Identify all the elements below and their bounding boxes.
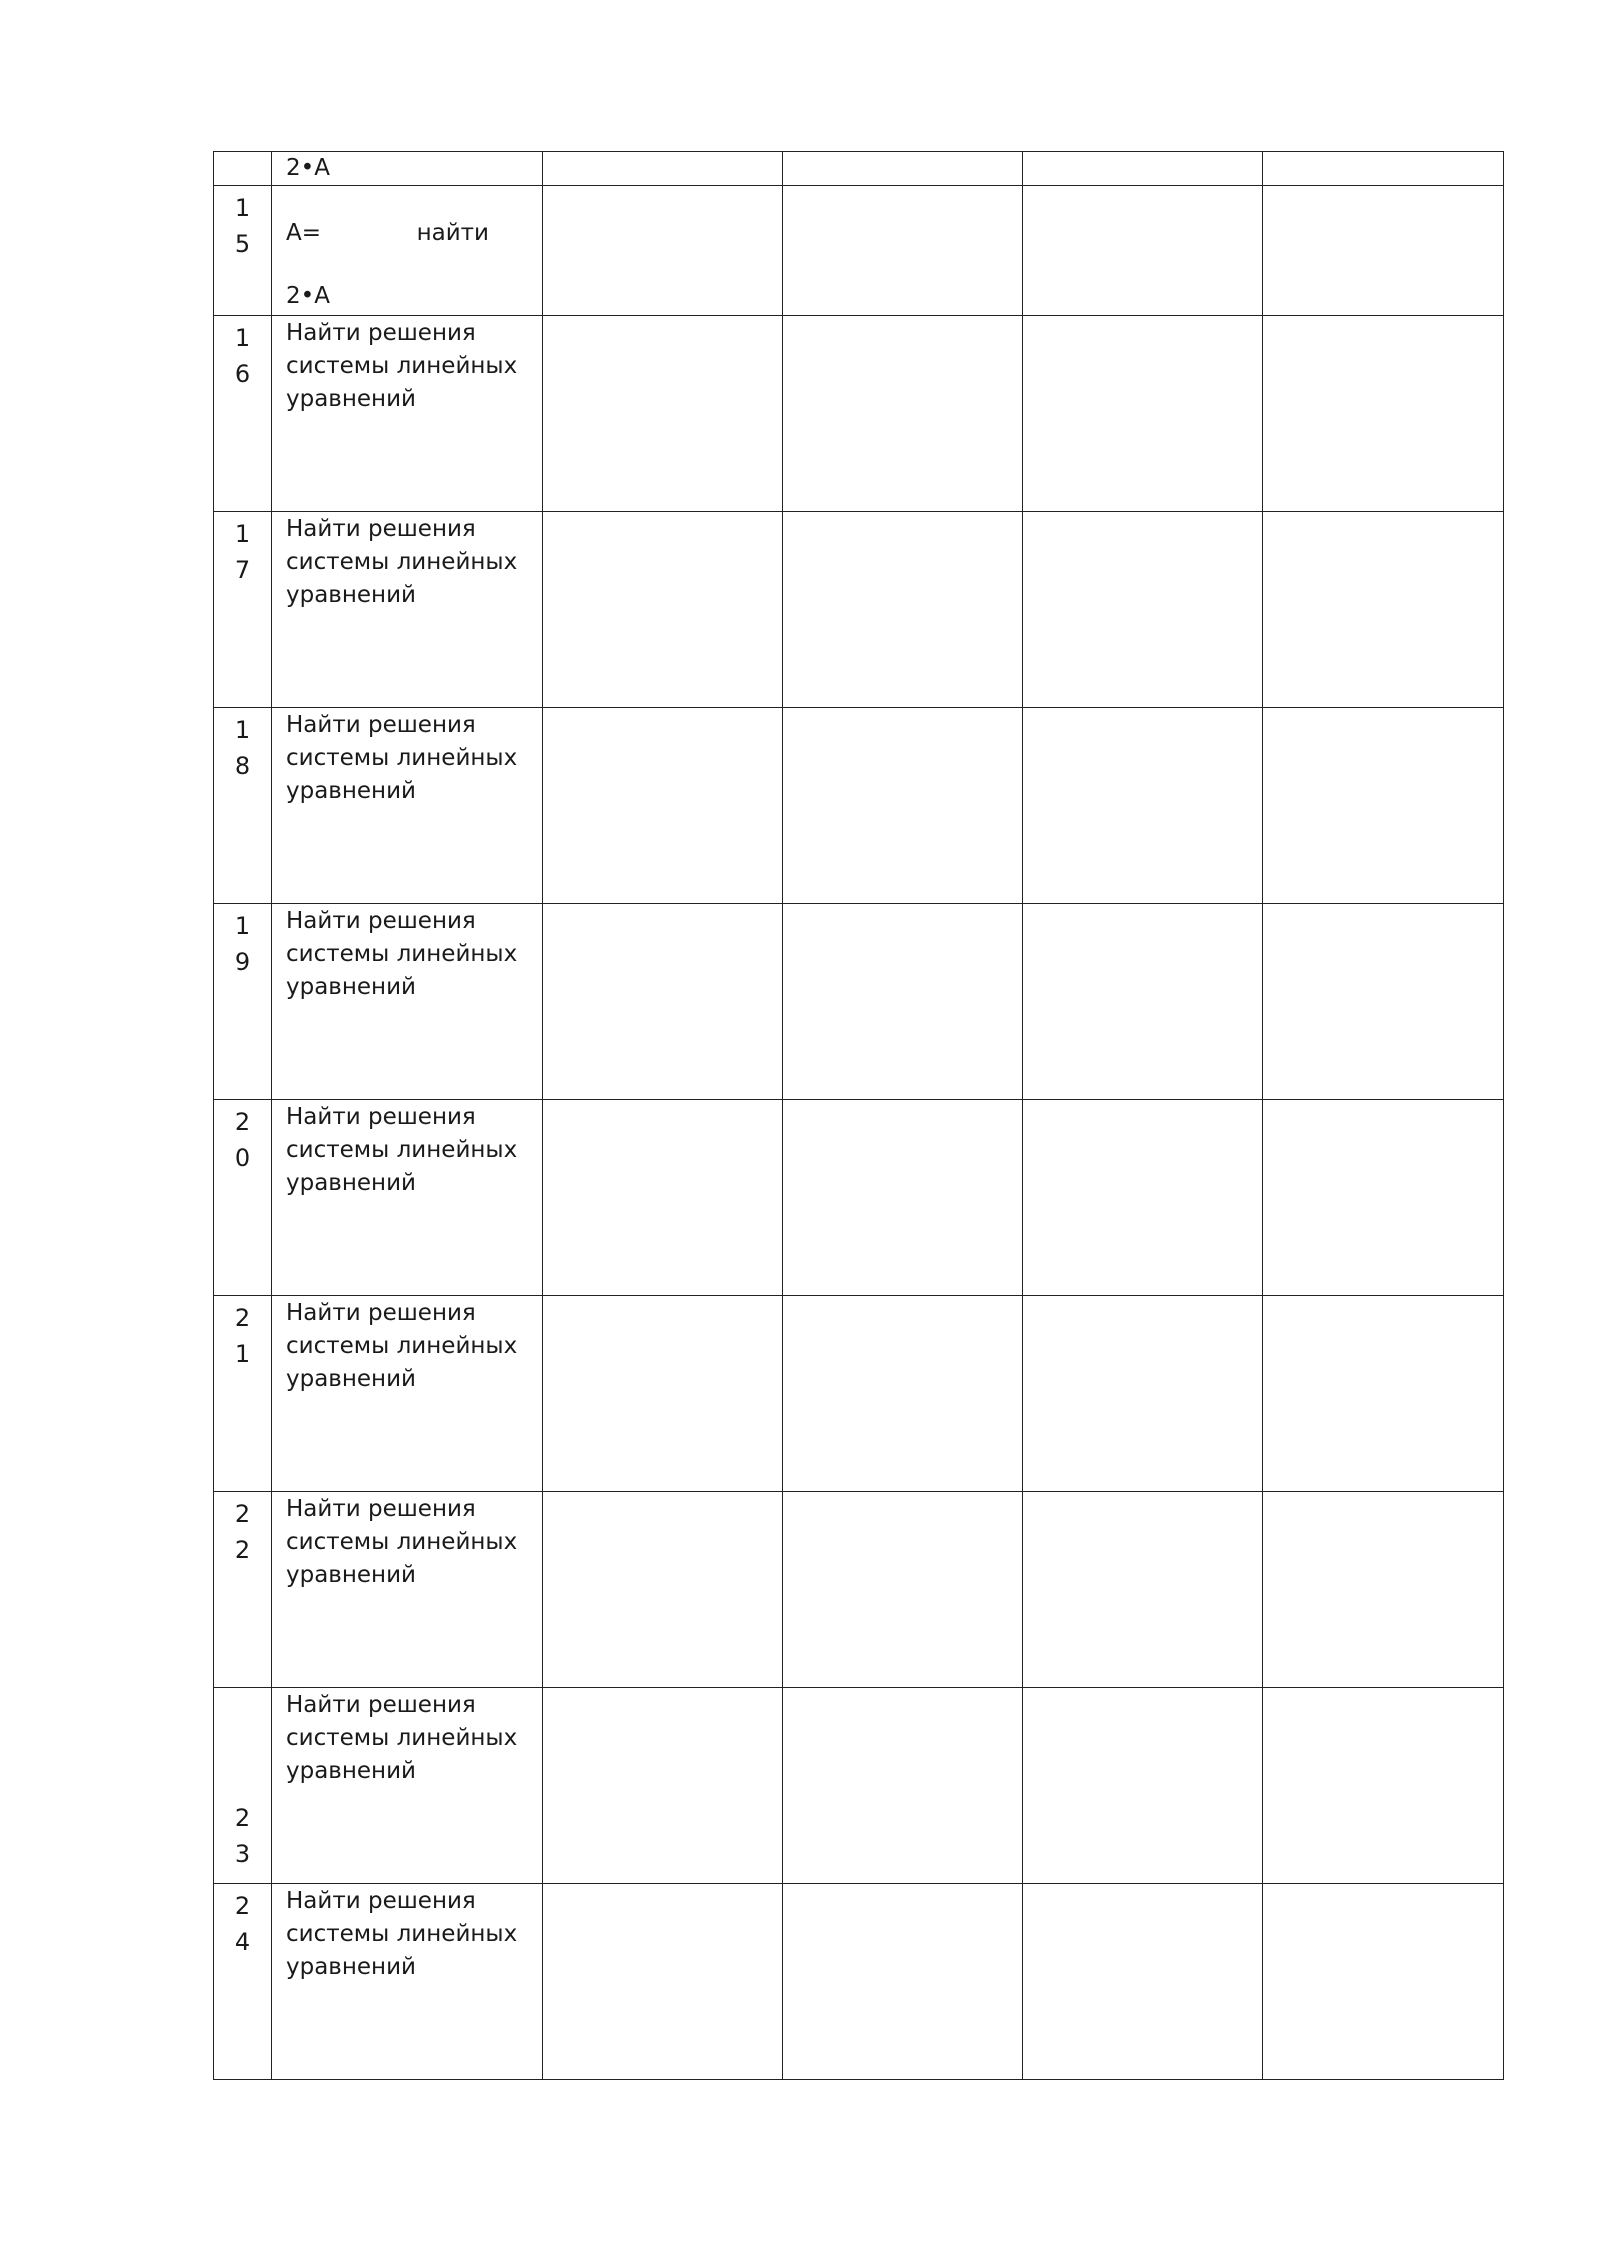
task-text: Найти решения системы линейных уравнений xyxy=(286,712,518,804)
row-number: 16 xyxy=(234,324,251,388)
empty-cell xyxy=(1023,186,1263,316)
empty-cell xyxy=(783,512,1023,708)
empty-cell xyxy=(1263,316,1504,512)
task-cell xyxy=(272,512,543,708)
number-cell xyxy=(214,316,272,512)
table-row-15 xyxy=(214,186,1504,316)
empty-cell xyxy=(543,904,783,1100)
empty-cell xyxy=(543,1100,783,1296)
task-cell xyxy=(272,152,543,186)
number-cell xyxy=(214,904,272,1100)
row-number: 23 xyxy=(234,1804,251,1868)
empty-cell xyxy=(1023,1492,1263,1688)
empty-cell xyxy=(1023,1884,1263,2080)
table-row xyxy=(214,1492,1504,1688)
row-number: 17 xyxy=(234,520,251,584)
empty-cell xyxy=(543,1884,783,2080)
table-row xyxy=(214,1100,1504,1296)
number-cell xyxy=(214,1492,272,1688)
row-number: 24 xyxy=(234,1892,251,1956)
row-number: 20 xyxy=(234,1108,251,1172)
table-row xyxy=(214,512,1504,708)
task-cell xyxy=(272,316,543,512)
empty-cell xyxy=(543,1296,783,1492)
task-text: Найти решения системы линейных уравнений xyxy=(286,1692,518,1784)
row-number: 18 xyxy=(234,716,251,780)
empty-cell xyxy=(543,708,783,904)
empty-cell xyxy=(1263,1492,1504,1688)
empty-cell xyxy=(783,152,1023,186)
empty-cell xyxy=(1263,1688,1504,1884)
number-cell xyxy=(214,708,272,904)
tasks-table xyxy=(213,151,1504,2080)
table-row xyxy=(214,904,1504,1100)
row-number: 22 xyxy=(234,1500,251,1564)
empty-cell xyxy=(783,1492,1023,1688)
number-cell xyxy=(214,1100,272,1296)
task-cell xyxy=(272,1100,543,1296)
empty-cell xyxy=(783,904,1023,1100)
empty-cell xyxy=(543,1492,783,1688)
empty-cell xyxy=(1263,1296,1504,1492)
empty-cell xyxy=(1023,512,1263,708)
task-cell xyxy=(272,1688,543,1884)
table-row xyxy=(214,1296,1504,1492)
number-cell xyxy=(214,1688,272,1884)
task-cell xyxy=(272,708,543,904)
empty-cell xyxy=(783,316,1023,512)
task-cell xyxy=(272,904,543,1100)
empty-cell xyxy=(1023,152,1263,186)
empty-cell xyxy=(1023,316,1263,512)
number-cell xyxy=(214,1884,272,2080)
table-row xyxy=(214,708,1504,904)
empty-cell xyxy=(1263,186,1504,316)
empty-cell xyxy=(1023,904,1263,1100)
empty-cell xyxy=(783,1100,1023,1296)
task-text: Найти решения системы линейных уравнений xyxy=(286,908,518,1000)
empty-cell xyxy=(543,316,783,512)
empty-cell xyxy=(1263,904,1504,1100)
table-row xyxy=(214,1884,1504,2080)
empty-cell xyxy=(1023,1296,1263,1492)
empty-cell xyxy=(783,1296,1023,1492)
task-text: Найти решения системы линейных уравнений xyxy=(286,1300,518,1392)
empty-cell xyxy=(1263,1100,1504,1296)
task-cell xyxy=(272,1884,543,2080)
task-text: Найти решения системы линейных уравнений xyxy=(286,1104,518,1196)
table-row-continued xyxy=(214,152,1504,186)
task-matrix-expression xyxy=(272,186,542,313)
task-text: Найти решения системы линейных уравнений xyxy=(286,1888,518,1980)
empty-cell xyxy=(1263,1884,1504,2080)
task-cell xyxy=(272,186,543,316)
number-cell xyxy=(214,152,272,186)
empty-cell xyxy=(543,152,783,186)
find-label: найти xyxy=(416,220,489,246)
matrix-label: A= xyxy=(286,220,322,246)
empty-cell xyxy=(1023,1100,1263,1296)
empty-cell xyxy=(783,1688,1023,1884)
empty-cell xyxy=(1023,708,1263,904)
row-number: 21 xyxy=(234,1304,251,1368)
empty-cell xyxy=(1263,708,1504,904)
empty-cell xyxy=(543,1688,783,1884)
empty-cell xyxy=(543,512,783,708)
number-cell xyxy=(214,512,272,708)
empty-cell xyxy=(783,708,1023,904)
task-cell xyxy=(272,1296,543,1492)
task-text: Найти решения системы линейных уравнений xyxy=(286,1496,518,1588)
empty-cell xyxy=(783,186,1023,316)
task-text: Найти решения системы линейных уравнений xyxy=(286,320,518,412)
empty-cell xyxy=(1023,1688,1263,1884)
row-number: 15 xyxy=(234,194,251,258)
number-cell xyxy=(214,186,272,316)
empty-cell xyxy=(1263,152,1504,186)
row-number: 19 xyxy=(234,912,251,976)
task-text: Найти решения системы линейных уравнений xyxy=(286,516,518,608)
table-row xyxy=(214,316,1504,512)
table-row xyxy=(214,1688,1504,1884)
task-cell xyxy=(272,1492,543,1688)
empty-cell xyxy=(543,186,783,316)
task-text: 2•A xyxy=(286,155,330,181)
expression-label: 2•A xyxy=(286,283,330,309)
empty-cell xyxy=(1263,512,1504,708)
number-cell xyxy=(214,1296,272,1492)
empty-cell xyxy=(783,1884,1023,2080)
